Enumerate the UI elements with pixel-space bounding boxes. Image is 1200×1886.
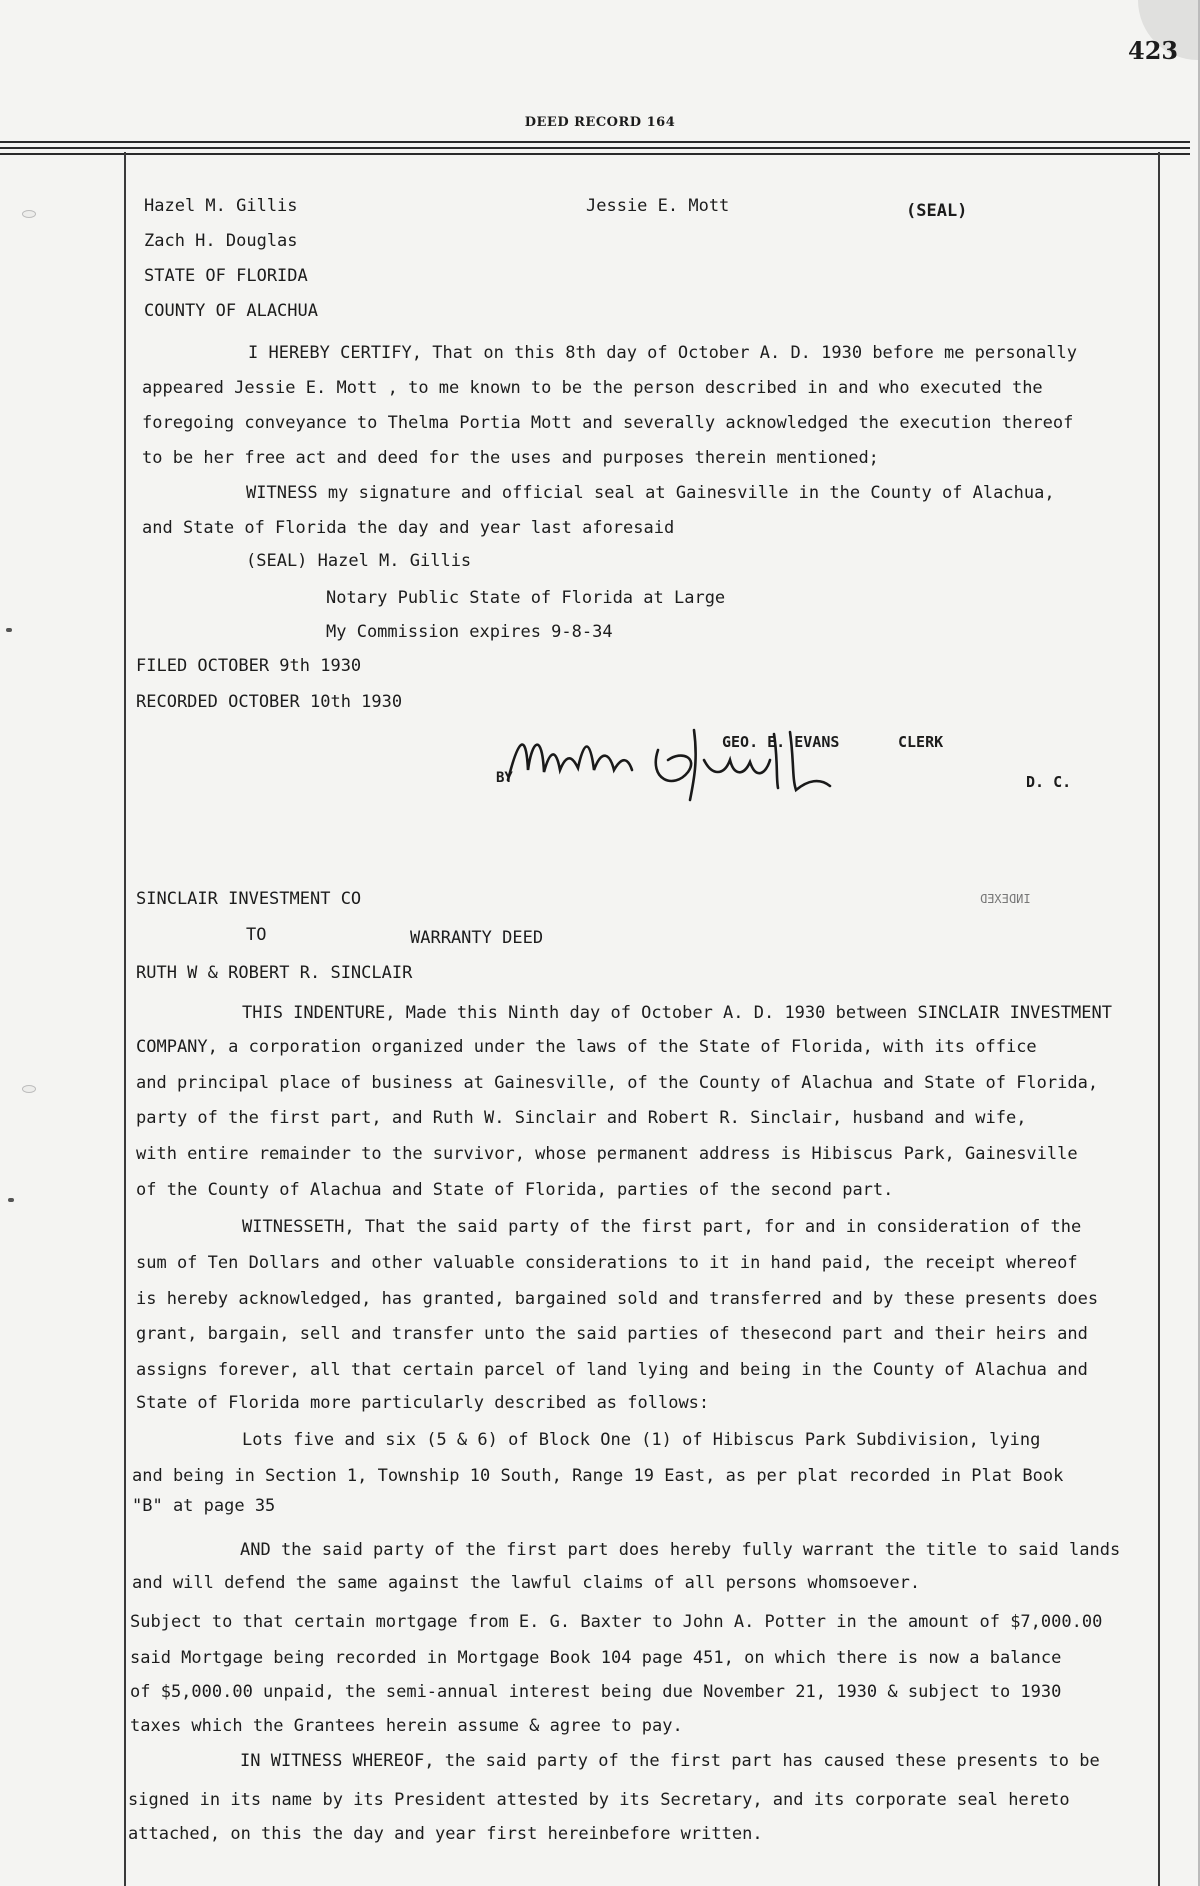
deed-line: "B" at page 35 (132, 1496, 276, 1516)
deed-line: IN WITNESS WHEREOF, the said party of the first part has caused these presents to be (240, 1751, 1100, 1771)
county-heading: COUNTY OF ALACHUA (144, 301, 318, 321)
binder-hole-mark (22, 1085, 36, 1093)
deed-line: WITNESSETH, That the said party of the first part, for and in consideration of the (242, 1217, 1082, 1237)
filed-date: FILED OCTOBER 9th 1930 (136, 656, 362, 676)
deed-line: taxes which the Grantees herein assume & agree to pay. (130, 1716, 683, 1736)
left-margin-line (124, 152, 126, 1886)
certify-line: appeared Jessie E. Mott , to me known to be the person described in and who executed the (142, 378, 1043, 398)
header-rule (0, 141, 1190, 143)
deed-line: and being in Section 1, Township 10 South, Range 19 East, as per plat recorded in Plat Book (132, 1466, 1064, 1486)
to-label: TO (246, 925, 267, 945)
clerk-title: CLERK (898, 733, 944, 751)
deed-line: party of the first part, and Ruth W. Sinclair and Robert R. Sinclair, husband and wife, (136, 1108, 1027, 1128)
deed-type: WARRANTY DEED (410, 928, 544, 948)
deed-line: said Mortgage being recorded in Mortgage Book 104 page 451, on which there is now a balance (130, 1648, 1062, 1668)
paper-speck (6, 628, 12, 632)
record-title: DEED RECORD 164 (524, 115, 676, 130)
deed-line: is hereby acknowledged, has granted, bargained sold and transferred and by these presents does (136, 1289, 1099, 1309)
deed-line: and principal place of business at Gainesville, of the County of Alachua and State of Florida, (136, 1073, 1099, 1093)
paper-speck (8, 1198, 14, 1202)
deed-line: signed in its name by its President attested by its Secretary, and its corporate seal hereto (128, 1790, 1070, 1810)
certify-line: I HEREBY CERTIFY, That on this 8th day of October A. D. 1930 before me personally (248, 343, 1078, 363)
grantor-signature: Jessie E. Mott (586, 196, 730, 216)
deed-line: State of Florida more particularly described as follows: (136, 1393, 710, 1413)
notary-commission: My Commission expires 9-8-34 (326, 622, 613, 642)
clerk-name: GEO. E. EVANS (722, 733, 840, 751)
notary-seal-line: (SEAL) Hazel M. Gillis (246, 551, 472, 571)
deputy-clerk-label: D. C. (1026, 773, 1072, 791)
certify-line: foregoing conveyance to Thelma Portia Mott and severally acknowledged the execution thereof (142, 413, 1074, 433)
header-rule (0, 147, 1190, 149)
header-rule (0, 153, 1190, 155)
deed-line: attached, on this the day and year first hereinbefore written. (128, 1824, 763, 1844)
deed-line: grant, bargain, sell and transfer unto the said parties of thesecond part and their heirs and (136, 1324, 1088, 1344)
deed-line: COMPANY, a corporation organized under the laws of the State of Florida, with its office (136, 1037, 1037, 1057)
certify-line: to be her free act and deed for the uses and purposes therein mentioned; (142, 448, 879, 468)
witness-1: Hazel M. Gillis (144, 196, 298, 216)
recorded-date: RECORDED OCTOBER 10th 1930 (136, 692, 403, 712)
grantee-name: RUTH W & ROBERT R. SINCLAIR (136, 963, 413, 983)
deed-line: THIS INDENTURE, Made this Ninth day of October A. D. 1930 between SINCLAIR INVESTMENT (242, 1003, 1112, 1023)
deed-line: and will defend the same against the lawful claims of all persons whomsoever. (132, 1573, 921, 1593)
page-number: 423 (1128, 36, 1179, 65)
deed-line: of $5,000.00 unpaid, the semi-annual interest being due November 21, 1930 & subject to 1930 (130, 1682, 1062, 1702)
grantor-name: SINCLAIR INVESTMENT CO (136, 889, 362, 909)
indexed-stamp: INDEXED (980, 892, 1031, 906)
notary-title: Notary Public State of Florida at Large (326, 588, 726, 608)
by-label: BY (496, 770, 513, 786)
deed-line: sum of Ten Dollars and other valuable considerations to it in hand paid, the receipt whereof (136, 1253, 1078, 1273)
deed-line: Lots five and six (5 & 6) of Block One (1) of Hibiscus Park Subdivision, lying (242, 1430, 1041, 1450)
right-margin-line (1158, 152, 1160, 1886)
certify-line: and State of Florida the day and year last aforesaid (142, 518, 675, 538)
handwritten-signature (498, 720, 858, 812)
certify-line: WITNESS my signature and official seal at Gainesville in the County of Alachua, (246, 483, 1055, 503)
deed-line: Subject to that certain mortgage from E. G. Baxter to John A. Potter in the amount of $7,000.00 (130, 1612, 1103, 1632)
seal-mark: (SEAL) (906, 201, 968, 221)
witness-2: Zach H. Douglas (144, 231, 298, 251)
deed-line: AND the said party of the first part does hereby fully warrant the title to said lands (240, 1540, 1121, 1560)
deed-line: of the County of Alachua and State of Florida, parties of the second part. (136, 1180, 894, 1200)
binder-hole-mark (22, 210, 36, 218)
deed-line: with entire remainder to the survivor, whose permanent address is Hibiscus Park, Gainesville (136, 1144, 1078, 1164)
deed-line: assigns forever, all that certain parcel of land lying and being in the County of Alachua and (136, 1360, 1088, 1380)
state-heading: STATE OF FLORIDA (144, 266, 308, 286)
